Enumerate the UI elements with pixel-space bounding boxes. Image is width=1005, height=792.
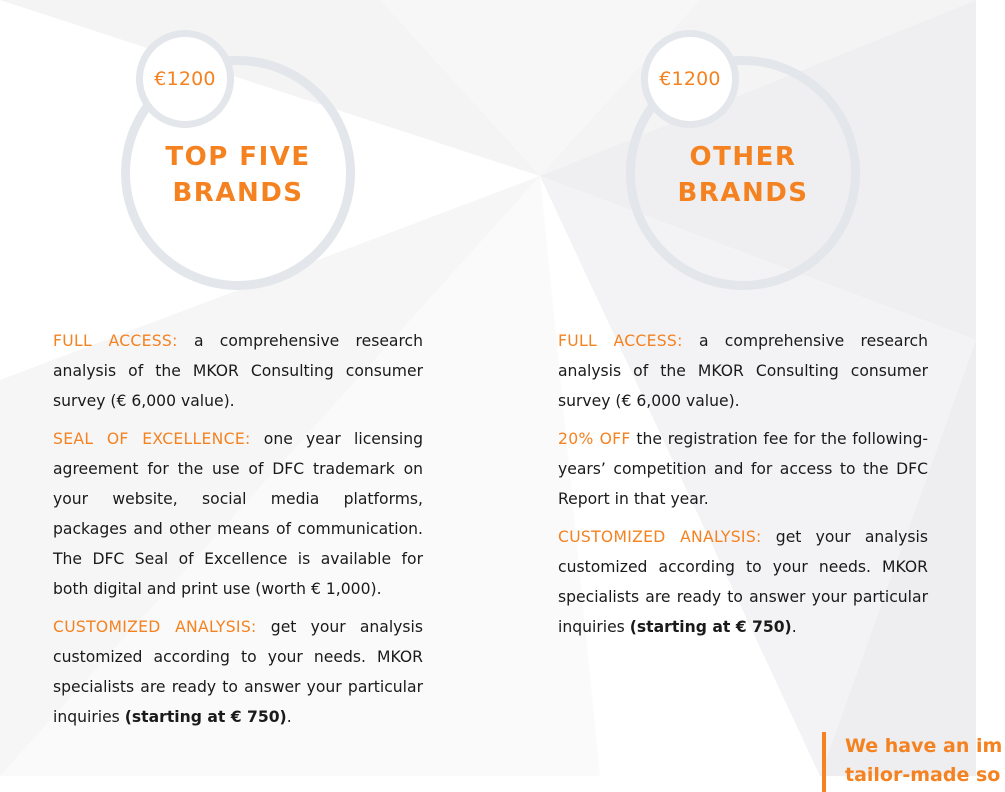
feature-item (558, 424, 928, 514)
feature-label: CUSTOMIZED ANALYSIS: (558, 528, 762, 546)
feature-label: FULL ACCESS: (53, 332, 178, 350)
price-note: (starting at € 750) (124, 708, 287, 726)
quote-line: tailor-made so (845, 764, 1001, 786)
plan-title-line: TOP FIVE (165, 142, 311, 172)
feature-text: get your analysis customized according to your needs. MKOR specialists are ready to answer your particular inquiries (558, 528, 928, 636)
plan-title (121, 139, 355, 211)
plan-title (626, 139, 860, 211)
feature-text: a comprehensive research analysis of the MKOR Consulting consumer survey (€ 6,000 value). (558, 332, 928, 410)
feature-item (53, 424, 423, 604)
quote-line: We have an im (845, 735, 1003, 757)
feature-label: 20% OFF (558, 430, 631, 448)
feature-item (558, 522, 928, 642)
feature-text-end: . (286, 708, 292, 726)
price-badge: €1200 (136, 30, 234, 128)
feature-item (558, 326, 928, 416)
feature-text: get your analysis customized according to your needs. MKOR specialists are ready to answer your particular inquiries (53, 618, 423, 726)
feature-list (558, 326, 928, 650)
feature-item (53, 326, 423, 416)
feature-label: CUSTOMIZED ANALYSIS: (53, 618, 257, 636)
feature-text-end: . (791, 618, 797, 636)
plan-title-line: BRANDS (172, 178, 304, 208)
price-badge: €1200 (641, 30, 739, 128)
feature-text: one year licensing agreement for the use of DFC trademark on your website, social media platforms, packages and other means of communication. The DFC Seal of Excellence is available for both digital and print use (worth € 1,000). (53, 430, 423, 598)
price-note: (starting at € 750) (629, 618, 792, 636)
feature-label: SEAL OF EXCELLENCE: (53, 430, 251, 448)
plan-title-line: BRANDS (677, 178, 809, 208)
plan-title-line: OTHER (689, 142, 797, 172)
feature-text: a comprehensive research analysis of the MKOR Consulting consumer survey (€ 6,000 value). (53, 332, 423, 410)
feature-item (53, 612, 423, 732)
pull-quote (822, 732, 1005, 792)
feature-label: FULL ACCESS: (558, 332, 683, 350)
feature-text: the registration fee for the following-years’ competition and for access to the DFC Report in that year. (558, 430, 928, 508)
feature-list (53, 326, 423, 740)
